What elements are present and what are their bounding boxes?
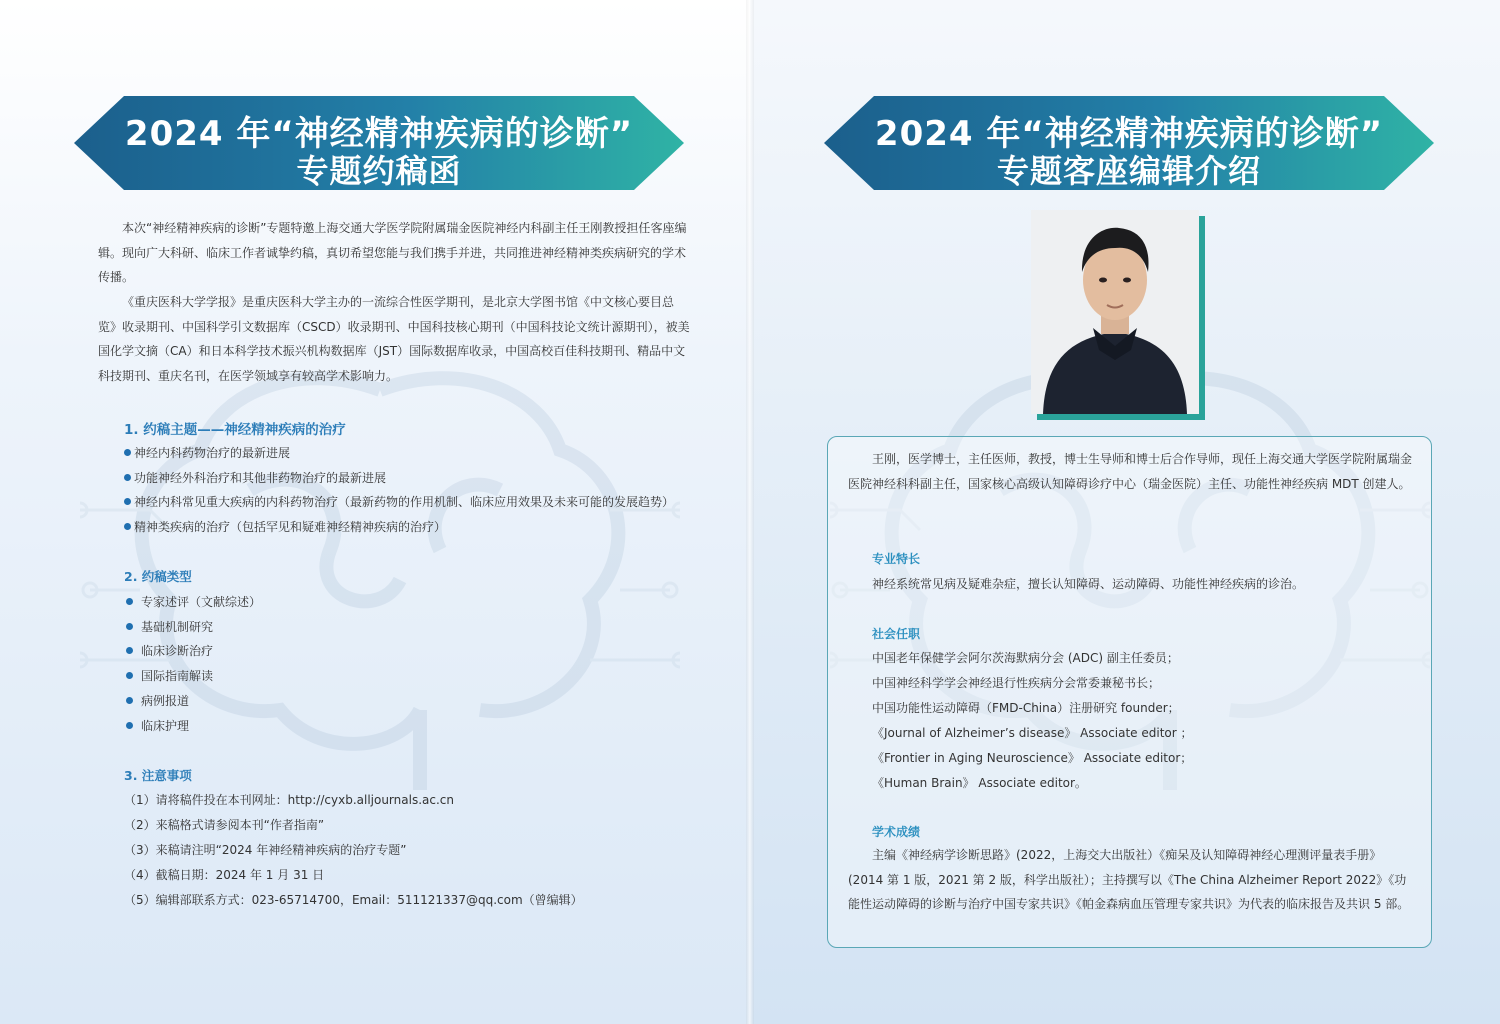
bullet-icon [126, 672, 133, 679]
section-1-heading: 1. 约稿主题——神经精神疾病的治疗 [124, 422, 346, 438]
position-item: 《Human Brain》 Associate editor。 [872, 776, 1087, 790]
section-2-heading: 2. 约稿类型 [124, 569, 192, 584]
intro-paragraph-2: 《重庆医科大学学报》是重庆医科大学主办的一流综合性医学期刊，是北京大学图书馆《中文核心要目总览》收录期刊、中国科学引文数据库（CSCD）收录期刊、中国科技核心期刊（中国科技论文统计源期刊），被美国化学文摘（CA）和日本科学技术振兴机构数据库（JST）国际数据库收录，中国高校百佳科技期刊、精品中文科技期刊、重庆名刊，在医学领域享有较高学术影响力。 [98, 295, 690, 383]
position-item: 《Frontier in Aging Neuroscience》 Associate editor； [872, 751, 1193, 765]
section-3-heading: 3. 注意事项 [124, 768, 192, 783]
bullet-icon [126, 623, 133, 630]
right-page [750, 0, 1500, 1024]
banner-title-line2: 专题客座编辑介绍 [996, 152, 1261, 190]
type-item: 病例报道 [126, 692, 189, 709]
specialty-text: 神经系统常见病及疑难杂症，擅长认知障碍、运动障碍、功能性神经疾病的诊治。 [872, 577, 1305, 591]
bullet-icon [126, 722, 133, 729]
notice-item: （3）来稿请注明“2024 年神经精神疾病的治疗专题” [124, 843, 407, 857]
type-item: 专家述评（文献综述） [126, 593, 261, 610]
topic-item: 精神类疾病的治疗（包括罕见和疑难神经精神疾病的治疗） [124, 518, 446, 535]
right-title-banner [824, 96, 1434, 190]
bullet-icon [124, 498, 131, 505]
topic-item: 神经内科常见重大疾病的内科药物治疗（最新药物的作用机制、临床应用效果及未来可能的发展趋势） [124, 493, 674, 510]
notice-item: （2）来稿格式请参阅本刊“作者指南” [124, 818, 325, 832]
bullet-icon [126, 647, 133, 654]
type-item: 临床护理 [126, 717, 189, 734]
page-gutter [746, 0, 754, 1024]
portrait-photo [1031, 210, 1199, 414]
bullet-icon [126, 697, 133, 704]
bio-panel [827, 436, 1432, 948]
topic-item: 功能神经外科治疗和其他非药物治疗的最新进展 [124, 469, 386, 486]
intro-paragraph-1: 本次“神经精神疾病的诊断”专题特邀上海交通大学医学院附属瑞金医院神经内科副主任王刚教授担任客座编辑。现向广大科研、临床工作者诚挚约稿，真切希望您能与我们携手并进，共同推进神经精神类疾病研究的学术传播。 [98, 221, 687, 284]
position-item: 中国神经科学学会神经退行性疾病分会常委兼秘书长； [872, 676, 1161, 690]
position-item: 中国功能性运动障碍（FMD-China）注册研究 founder； [872, 701, 1180, 715]
topic-item: 神经内科药物治疗的最新进展 [124, 444, 290, 461]
notice-item: （4）截稿日期：2024 年 1 月 31 日 [124, 868, 325, 882]
specialty-heading: 专业特长 [872, 552, 921, 566]
bullet-icon [124, 523, 131, 530]
positions-heading: 社会任职 [872, 627, 921, 641]
position-item: 《Journal of Alzheimer’s disease》 Associate editor ； [872, 726, 1193, 740]
bullet-icon [126, 598, 133, 605]
notice-item: （1）请将稿件投在本刊网址：http://cyxb.alljournals.ac.cn [124, 793, 454, 807]
type-item: 临床诊断治疗 [126, 642, 213, 659]
banner-title-line1: 2024 年“神经精神疾病的诊断” [874, 114, 1384, 154]
banner-title-line1: 2024 年“神经精神疾病的诊断” [124, 114, 634, 154]
achievements-heading: 学术成绩 [872, 825, 921, 839]
editor-portrait [1031, 210, 1199, 414]
bullet-icon [124, 474, 131, 481]
notice-item: （5）编辑部联系方式：023-65714700，Email：511121337@qq.com（曾编辑） [124, 893, 583, 907]
banner-title-line2: 专题约稿函 [296, 152, 462, 190]
position-item: 中国老年保健学会阿尔茨海默病分会 (ADC) 副主任委员； [872, 651, 1179, 665]
bio-paragraph: 王刚，医学博士，主任医师，教授，博士生导师和博士后合作导师，现任上海交通大学医学院附属瑞金医院神经科科副主任，国家核心高级认知障碍诊疗中心（瑞金医院）主任、功能性神经疾病 MDT 创建人。 [848, 452, 1413, 491]
achievements-text: 主编《神经病学诊断思路》(2022，上海交大出版社）《痴呆及认知障碍神经心理测评量表手册》(2014 第 1 版，2021 第 2 版，科学出版社）；主持撰写以《The China Alzheimer Report 2022》《功能性运动障碍的诊断与治疗中国专家共识》《帕金森病血压管理专家共识》为代表的临床报告及共识 5 部。 [848, 848, 1410, 911]
type-item: 国际指南解读 [126, 667, 213, 684]
type-item: 基础机制研究 [126, 618, 213, 635]
left-title-banner [74, 96, 684, 190]
bullet-icon [124, 449, 131, 456]
